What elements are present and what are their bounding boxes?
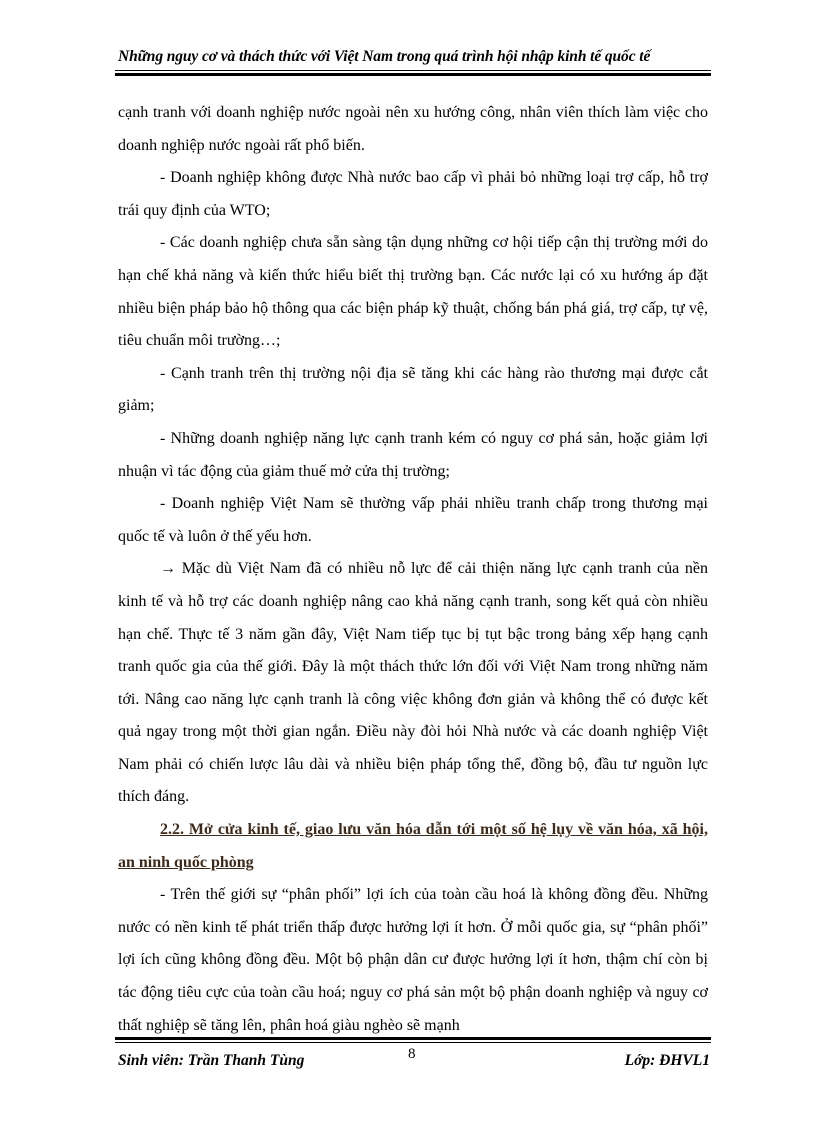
section-heading: 2.2. Mở cửa kinh tế, giao lưu văn hóa dẫn tới một số hệ lụy về văn hóa, xã hội, an ninh quốc phòng	[118, 821, 708, 871]
conclusion-text: Mặc dù Việt Nam đã có nhiều nỗ lực để cải thiện năng lực cạnh tranh của nền kinh tế và hỗ trợ các doanh nghiệp nâng cao khả năng cạnh tranh, song kết quả còn nhiều hạn chế. Thực tế 3 năm gần đây, Việt Nam tiếp tục bị tụt bậc trong bảng xếp hạng cạnh tranh quốc gia của thế giới. Đây là một thách thức lớn đối với Việt Nam trong những năm tới. Nâng cao năng lực cạnh tranh là công việc không đơn giản và không thể có được kết quả ngay trong một thời gian ngắn. Điều này đòi hỏi Nhà nước và các doanh nghiệp Việt Nam phải có chiến lược lâu dài và nhiều biện pháp tổng thể, đồng bộ, đầu tư nguồn lực thích đáng.	[118, 560, 708, 806]
bullet-paragraph: - Cạnh tranh trên thị trường nội địa sẽ tăng khi các hàng rào thương mại được cắt giảm;	[118, 364, 708, 415]
header-rule-thick	[115, 73, 711, 76]
footer-rule-thick	[115, 1037, 711, 1040]
bullet-paragraph: - Doanh nghiệp không được Nhà nước bao cấp vì phải bỏ những loại trợ cấp, hỗ trợ trái quy định của WTO;	[118, 169, 708, 219]
conclusion-paragraph	[118, 553, 708, 814]
header-rule-thin	[115, 70, 711, 71]
right-arrow-icon: →	[160, 560, 176, 578]
page-header-title: Những nguy cơ và thách thức với Việt Nam trong quá trình hội nhập kinh tế quốc tế	[118, 48, 651, 65]
footer-rule-thin	[115, 1042, 711, 1043]
bullet-paragraph: - Doanh nghiệp Việt Nam sẽ thường vấp phải nhiều tranh chấp trong thương mại quốc tế và luôn ở thế yếu hơn.	[118, 495, 708, 545]
page-body	[118, 97, 708, 1042]
section-paragraph: - Trên thế giới sự “phân phối” lợi ích của toàn cầu hoá là không đồng đều. Những nước có nền kinh tế phát triển thấp được hưởng lợi ít hơn. Ở mỗi quốc gia, sự “phân phối” lợi ích cũng không đồng đều. Một bộ phận dân cư được hưởng lợi ít hơn, thậm chí còn bị tác động tiêu cực của toàn cầu hoá; nguy cơ phá sản một bộ phận doanh nghiệp và nguy cơ thất nghiệp sẽ tăng lên, phân hoá giàu nghèo sẽ mạnh	[118, 886, 708, 1034]
footer-class: Lớp: ĐHVL1	[624, 1052, 710, 1069]
paragraph-continuation: cạnh tranh với doanh nghiệp nước ngoài nên xu hướng công, nhân viên thích làm việc cho doanh nghiệp nước ngoài rất phổ biến.	[118, 104, 708, 154]
page-number: 8	[408, 1046, 416, 1062]
footer-student-name: Sinh viên: Trần Thanh Tùng	[118, 1052, 305, 1069]
bullet-paragraph: - Các doanh nghiệp chưa sẵn sàng tận dụng những cơ hội tiếp cận thị trường mới do hạn chế khả năng và kiến thức hiểu biết thị trường bạn. Các nước lại có xu hướng áp đặt nhiều biện pháp bảo hộ thông qua các biện pháp kỹ thuật, chống bán phá giá, trợ cấp, tự vệ, tiêu chuẩn môi trường…;	[118, 234, 708, 350]
bullet-paragraph: - Những doanh nghiệp năng lực cạnh tranh kém có nguy cơ phá sản, hoặc giảm lợi nhuận vì tác động của giảm thuế mở cửa thị trường;	[118, 429, 708, 480]
